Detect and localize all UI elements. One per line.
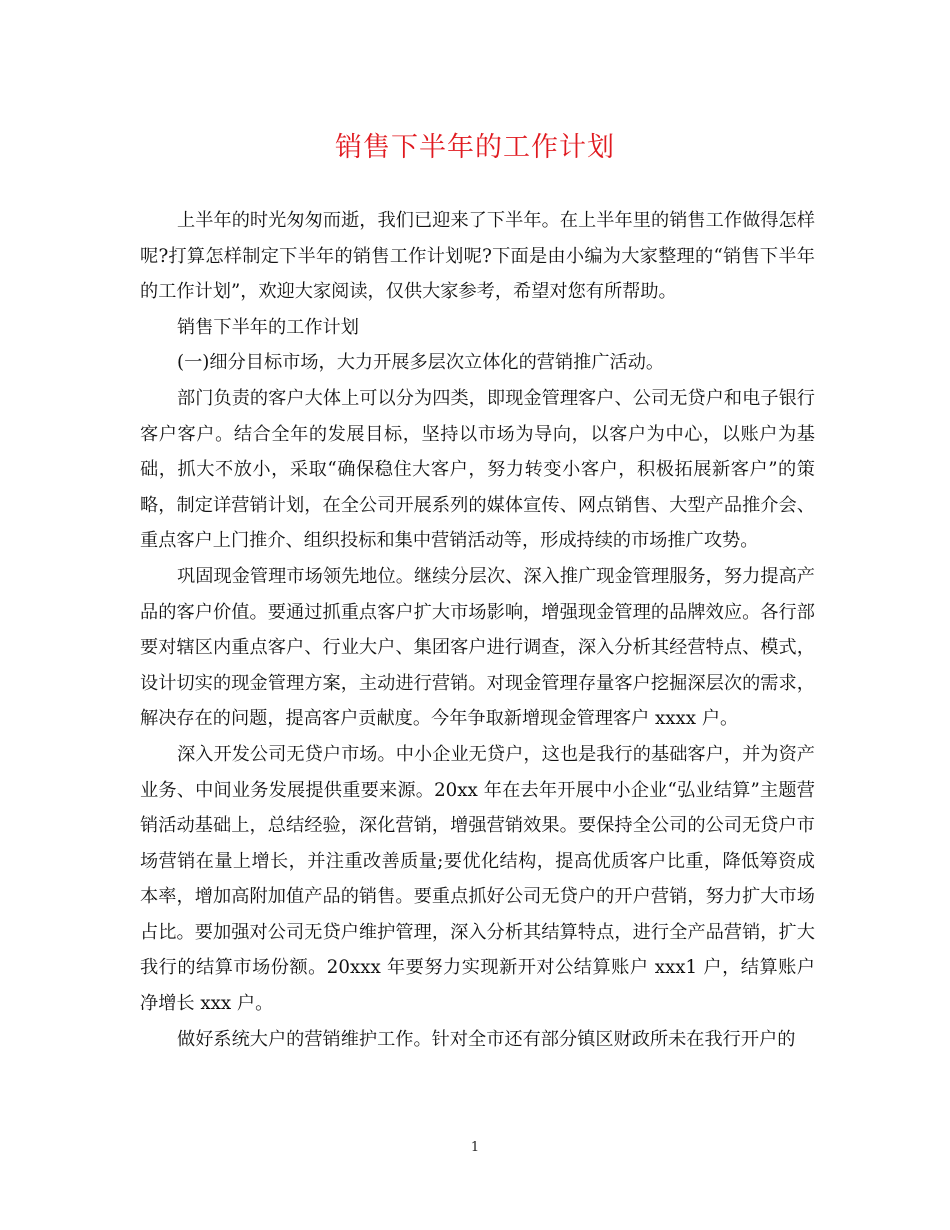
page-number: 1 [470,1140,480,1155]
document-body [140,203,815,1057]
paragraph-system-accounts: 做好系统大户的营销维护工作。针对全市还有部分镇区财政所未在我行开户的 [177,1028,796,1050]
paragraph-subtitle: 销售下半年的工作计划 [177,316,359,338]
paragraph-cash-management: 巩固现金管理市场领先地位。继续分层次、深入推广现金管理服务，努力提高产品的客户价值。要通过抓重点客户扩大市场影响，增强现金管理的品牌效应。各行部要对辖区内重点客户、行业大户、集团客户进行调查，深入分析其经营特点、模式，设计切实的现金管理方案，主动进行营销。对现金管理存量客户挖掘深层次的需求，解决存在的问题，提高客户贡献度。今年争取新增现金管理客户 xxxx 户。 [140,565,815,730]
paragraph-no-loan-clients: 深入开发公司无贷户市场。中小企业无贷户，这也是我行的基础客户，并为资产业务、中间业务发展提供重要来源。20xx 年在去年开展中小企业“弘业结算”主题营销活动基础上，总结经验，深化营销，增强营销效果。要保持全公司的公司无贷户市场营销在量上增长，并注重改善质量;要优化结构，提高优质客户比重，降低筹资成本率，增加高附加值产品的销售。要重点抓好公司无贷户的开户营销，努力扩大市场占比。要加强对公司无贷户维护管理，深入分析其结算特点，进行全产品营销，扩大我行的结算市场份额。20xxx 年要努力实现新开对公结算账户 xxx1 户，结算账户净增长 xxx 户。 [140,743,815,1015]
paragraph-section-heading: (一)细分目标市场，大力开展多层次立体化的营销推广活动。 [177,352,665,374]
paragraph-intro: 上半年的时光匆匆而逝，我们已迎来了下半年。在上半年里的销售工作做得怎样呢?打算怎样制定下半年的销售工作计划呢?下面是由小编为大家整理的“销售下半年的工作计划”，欢迎大家阅读，仅供大家参考，希望对您有所帮助。 [140,210,815,303]
document-title: 销售下半年的工作计划 [335,132,615,163]
paragraph-customer-categories: 部门负责的客户大体上可以分为四类，即现金管理客户、公司无贷户和电子银行客户客户。结合全年的发展目标，坚持以市场为导向，以客户为中心，以账户为基础，抓大不放小，采取“确保稳住大客户，努力转变小客户，积极拓展新客户”的策略，制定详营销计划，在全公司开展系列的媒体宣传、网点销售、大型产品推介会、重点客户上门推介、组织投标和集中营销活动等，形成持续的市场推广攻势。 [140,387,815,552]
